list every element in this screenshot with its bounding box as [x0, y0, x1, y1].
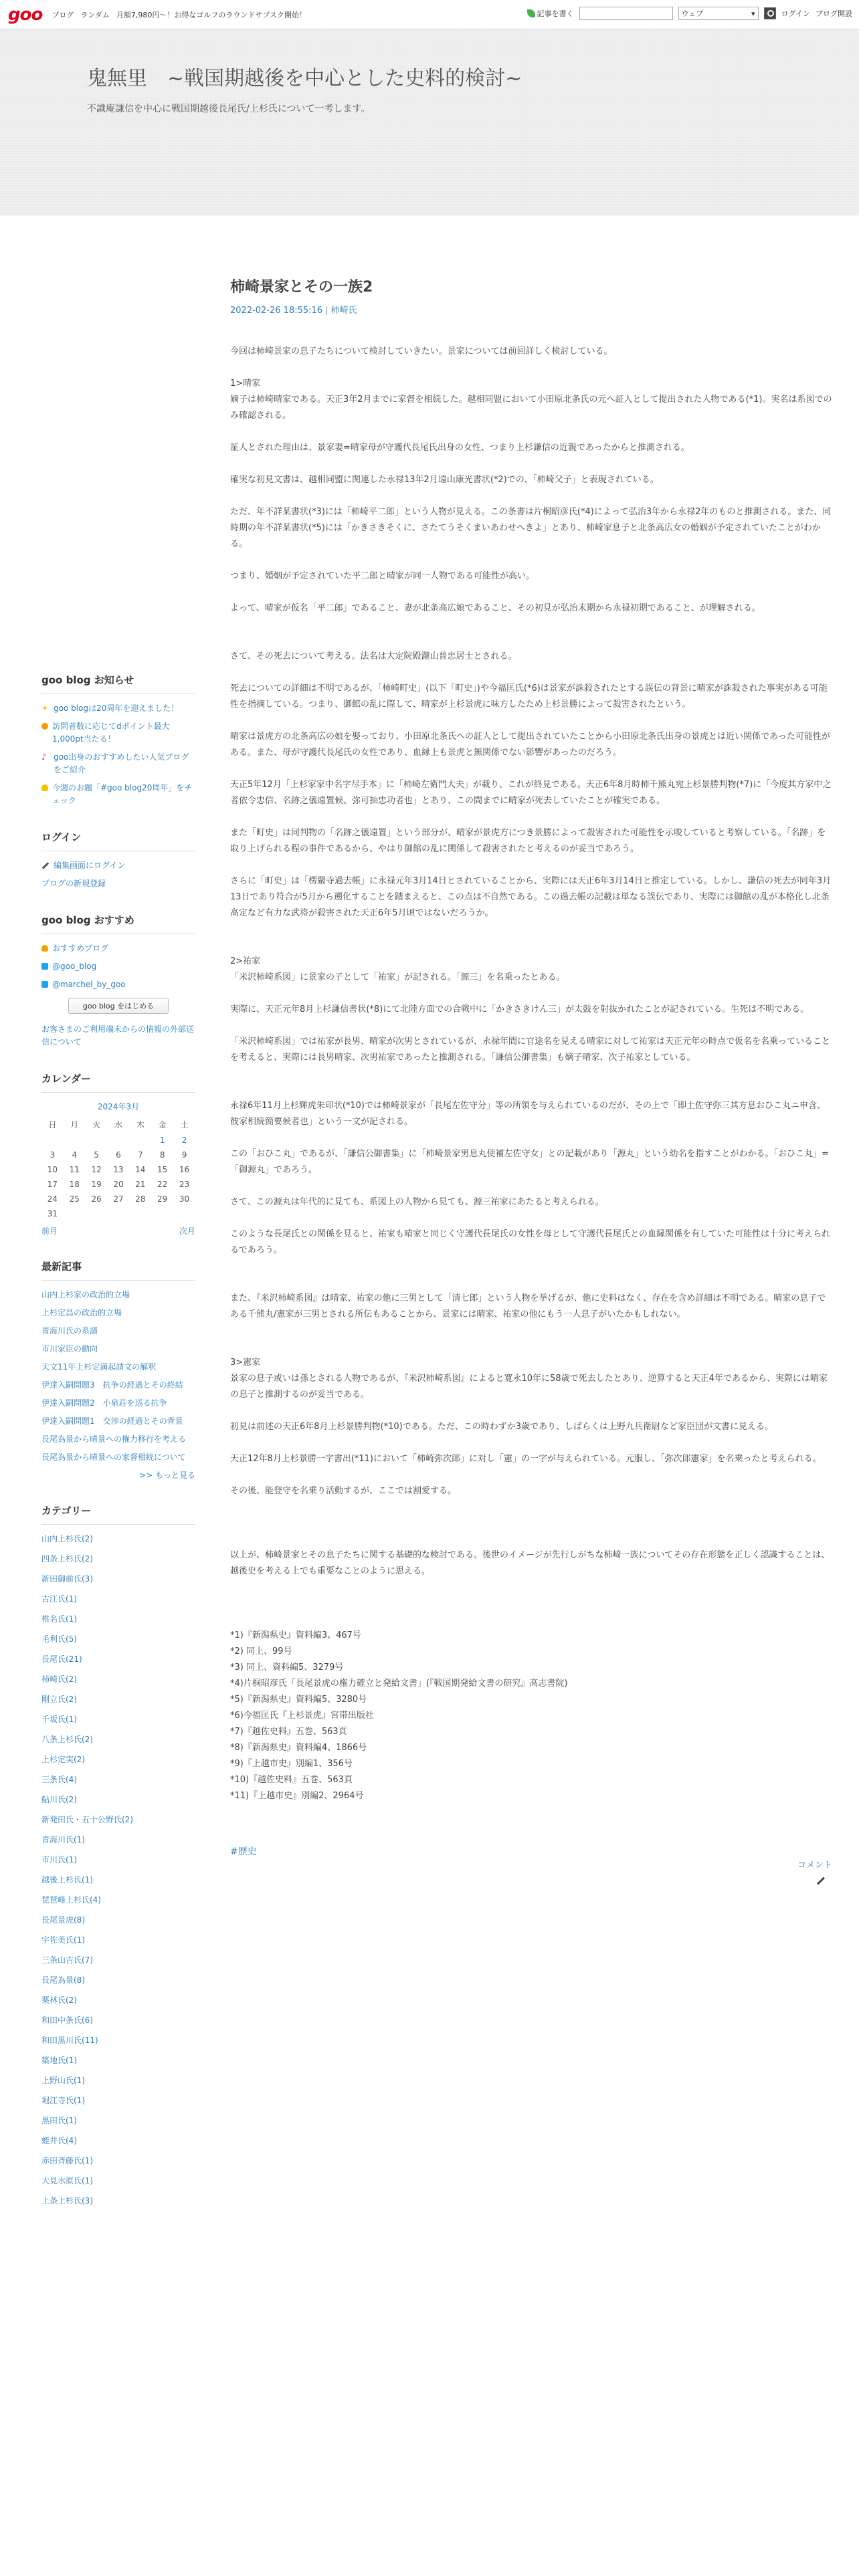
music-note-icon: ♪ [41, 752, 47, 762]
calendar-day: 27 [113, 1194, 124, 1204]
post-paragraph: さらに「町史」は「楞嚴寺過去帳」に永禄元年3月14日とされていることから、実際には天正6年3月14日と推定している。しかし、謙信の死去が同年3月13日であり符合が5月から遡化することを踏まえると、この点は不自然である。この過去帳の記載は単なる誤伝であり、実際には御館の乱が本格化し北条高定など有力な武将が殺害された天正6年5月頃ではないだろうか。 [230, 876, 832, 918]
calendar-week-row [41, 1148, 195, 1162]
weekday: 火 [92, 1120, 101, 1130]
post-paragraph: 嫡子は柿崎晴家である。天正3年2月までに家督を相続した。越相同盟において小田原北条氏の元へ証人として提出された人物である(*1)。実名は系図でのみ確認される。 [230, 395, 832, 421]
post-category-link[interactable]: 柿崎氏 [330, 306, 357, 316]
category-link[interactable]: 八条上杉氏(2) [41, 1735, 93, 1744]
paragraph-gap [230, 1403, 832, 1419]
paragraph-gap [230, 1259, 832, 1275]
category-link[interactable]: 長尾氏(21) [41, 1654, 82, 1664]
post-paragraph: *9)『上越市史』別編1、356号 [230, 1759, 353, 1769]
top-nav [52, 9, 306, 20]
weekday: 土 [180, 1120, 189, 1130]
paragraph-gap [230, 1499, 832, 1515]
category-link[interactable]: 四条上杉氏(2) [41, 1554, 93, 1564]
category-link[interactable]: 新田御前氏(3) [41, 1574, 93, 1584]
weekday: 日 [48, 1120, 57, 1130]
recent-article-link[interactable]: 伊達入嗣問題1 交渉の経過とその背景 [41, 1416, 183, 1426]
paragraph-gap [230, 584, 832, 601]
calendar-day: 15 [157, 1165, 168, 1174]
recent-article-link[interactable]: 山内上杉家の政治的立場 [41, 1290, 130, 1299]
paragraph-gap [230, 1178, 832, 1194]
category-link[interactable]: 琵琶峰上杉氏(4) [41, 1895, 101, 1905]
calendar-day [64, 1206, 86, 1221]
notice-item[interactable] [41, 720, 195, 746]
category-link[interactable]: 築地氏(1) [41, 2056, 77, 2065]
recent-section [41, 1259, 195, 1481]
calendar-prev-link[interactable]: 前月 [41, 1226, 58, 1236]
calendar-table [41, 1116, 195, 1221]
paragraph-gap [230, 1130, 832, 1146]
post-body [230, 344, 832, 1804]
category-link[interactable]: 剛立氏(2) [41, 1695, 77, 1704]
pen-icon [42, 862, 50, 869]
weekday: 月 [70, 1120, 79, 1130]
recent-article-link[interactable]: 天文11年上杉定満起請文の解釈 [41, 1362, 157, 1372]
nav-blog-link[interactable]: ブログ [52, 10, 74, 19]
blog-description: 不識庵謙信を中心に戦国期越後長尾氏/上杉氏について一考します。 [87, 104, 371, 114]
category-link[interactable]: 柿崎氏(2) [41, 1675, 77, 1684]
login-section [41, 830, 195, 890]
twitter-marchel-link[interactable] [41, 978, 195, 991]
post-paragraph: 天正12年8月上杉景勝一字書出(*11)において「柿崎弥次郎」に対し「憲」の一字が与えられている。元服し、「弥次郎憲家」を名乗ったと考えられる。 [230, 1454, 822, 1464]
notice-item[interactable] [41, 782, 195, 807]
nav-random-link[interactable]: ランダム [80, 10, 110, 19]
calendar-day: 13 [113, 1165, 124, 1174]
post-paragraph: また、『米沢柿崎系図』は晴家、祐家の他に三男として「清七郎」という人物を挙げるが、他に史料はなく、存在を含め詳細は不明である。晴家の息子である千熊丸/憲家が三男とされる所伝もあることから、景家には晴家、祐家の他にもう一人息子がいたかもしれない。 [230, 1293, 826, 1319]
category-link[interactable]: 古江氏(1) [41, 1594, 77, 1604]
calendar-day: 25 [69, 1194, 80, 1204]
post-paragraph: 景家の息子或いは孫とされる人物であるが、『米沢柿崎系図』によると寛永10年に58歳で死去したとあり、逆算すると天正4年であるから、実際には晴家の息子と推測するのが妥当である。 [230, 1374, 828, 1400]
calendar-week-row [41, 1133, 195, 1148]
category-link[interactable]: 上杉定実(2) [41, 1755, 85, 1764]
paragraph-gap [230, 1339, 832, 1355]
category-link[interactable]: 新発田氏・五十公野氏(2) [41, 1815, 133, 1824]
category-link[interactable]: 毛利氏(5) [41, 1634, 77, 1644]
calendar-day: 12 [91, 1165, 102, 1174]
recent-article-link[interactable]: 青海川氏の系譜 [41, 1326, 98, 1335]
calendar-day: 18 [69, 1180, 80, 1189]
paragraph-gap [230, 617, 832, 633]
post-paragraph: 3>憲家 [230, 1358, 261, 1368]
goo-logo[interactable]: goo [8, 4, 43, 25]
category-link[interactable]: 上条上杉氏(3) [41, 2196, 93, 2206]
calendar-day: 23 [179, 1180, 190, 1189]
paragraph-gap [230, 1515, 832, 1531]
calendar-day: 16 [179, 1165, 190, 1174]
calendar-next-link[interactable]: 次月 [179, 1226, 195, 1236]
paragraph-gap [230, 360, 832, 376]
blog-start-link[interactable]: ブログ開設 [816, 9, 852, 18]
paragraph-gap [230, 1467, 832, 1483]
notice-item[interactable] [41, 702, 195, 715]
paragraph-gap [230, 1066, 832, 1082]
calendar-section [41, 1071, 195, 1237]
post-paragraph: さて、この源丸は年代的に見ても、系図上の人物から見ても、源三祐家にあたると考えられる。 [230, 1197, 604, 1207]
post-paragraph: *11)『上越市史』別編2、2964号 [230, 1791, 364, 1801]
calendar-day: 31 [47, 1209, 58, 1218]
post-paragraph: *3) 同上、資料編5、3279号 [230, 1662, 344, 1673]
paragraph-gap [230, 1580, 832, 1596]
meta-separator: | [325, 306, 328, 316]
recent-article-link[interactable]: 伊達入嗣問題3 抗争の経過とその終結 [41, 1380, 183, 1390]
calendar-day: 22 [157, 1180, 168, 1189]
paragraph-gap [230, 1531, 832, 1547]
post-paragraph: また「町史」は同判物の「名跡之儀遠置」という部分が、晴家が景虎方につき景勝によって殺害された可能性を示唆していると考察している。「名跡」を取り上げられる程の事件であるから、やはり御館の乱に関係して殺害されたと考えるのが妥当であろう。 [230, 828, 826, 854]
sidebar [41, 258, 195, 2230]
paragraph-gap [230, 456, 832, 472]
post-paragraph: 証人とされた理由は、景家妻=晴家母が守護代長尾氏出身の女性、つまり上杉謙信の近親であったからと推測される。 [230, 443, 690, 453]
recent-list [41, 1289, 195, 1464]
calendar-day: 6 [116, 1150, 121, 1160]
post-paragraph: その後、能登守を名乗り活動するが、ここでは割愛する。 [230, 1486, 457, 1496]
calendar-week-row [41, 1206, 195, 1221]
calendar-heading: カレンダー [41, 1071, 195, 1093]
paragraph-gap [230, 1323, 832, 1339]
search-input[interactable] [579, 7, 673, 20]
post-meta [230, 303, 832, 316]
paragraph-gap [230, 986, 832, 1002]
pen-icon[interactable] [817, 1876, 825, 1885]
category-link[interactable]: 栗林氏(2) [41, 1996, 77, 2005]
notice-text: 今週のお題「#goo blog20周年」をチェック [52, 783, 193, 805]
paragraph-gap [230, 552, 832, 568]
category-link[interactable]: 上野山氏(1) [41, 2076, 85, 2085]
post-paragraph: ただ、年不詳某書状(*3)には「柿崎平二郎」という人物が見える。この条書は片桐昭彦氏(*4)によって弘治3年から永禄2年のものと推測される。また、同時期の年不詳某書状(*5)には「かきさきそくに、さたてうそくまいあわせへきよ」とあり、柿崎家息子と北条高広女の婚姻が予定されていたことがわかる。 [230, 507, 832, 549]
calendar-day: 3 [50, 1150, 56, 1160]
calendar-day [108, 1206, 130, 1221]
post-paragraph: 確実な初見文書は、越相同盟に関連した永禄13年2月遠山康光書状(*2)での、「柿崎父子」と表現されている。 [230, 475, 659, 485]
notice-text: goo blogは20周年を迎えました！ [54, 704, 179, 713]
category-list [41, 1533, 195, 2208]
calendar-day: 14 [135, 1165, 146, 1174]
post-paragraph: 永禄6年11月上杉輝虎朱印状(*10)では柿崎景家が「長尾左佐守分」等の所領を与えられているのだが、その上で「即土佐守弥三其方息おひこ丸ニ申含、彼家相続簡要候者也」という一文が記される。 [230, 1101, 826, 1127]
blog-header [0, 29, 859, 215]
calendar-week-row [41, 1177, 195, 1192]
paragraph-gap [230, 633, 832, 649]
weekday: 木 [136, 1120, 145, 1130]
post-paragraph: つまり、婚姻が予定されていた平二郎と晴家が同一人物である可能性が高い。 [230, 571, 535, 581]
goo-blog-start-button[interactable]: goo blog をはじめる [68, 998, 169, 1014]
recent-article-link[interactable]: 伊達入嗣問題2 小泉荘を巡る抗争 [41, 1398, 167, 1408]
external-info-label: お客さまのご利用端末からの情報の外部送信について [41, 1025, 195, 1047]
category-link[interactable]: 宇佐美氏(1) [41, 1935, 85, 1945]
post-paragraph: 初見は前述の天正6年8月上杉景勝判物(*10)である。ただ、この時わずか3歳であり、しばらくは上野九兵衛尉など家臣団が文書に見える。 [230, 1422, 773, 1432]
blog-register-link[interactable] [41, 877, 195, 890]
post-paragraph: *10)『越佐史料』五巻、563頁 [230, 1775, 353, 1785]
post-paragraph: 1>晴家 [230, 379, 261, 389]
twitter-icon [41, 963, 48, 970]
post-paragraph: よって、晴家が仮名「平二郎」であること、妻が北条高広娘であること、その初見が弘治末期から永禄初期であること、が理解される。 [230, 603, 761, 613]
calendar-day [173, 1206, 195, 1221]
weekday: 金 [158, 1120, 167, 1130]
paragraph-gap [230, 1275, 832, 1291]
post-paragraph: *2) 同上、99号 [230, 1646, 292, 1656]
calendar-day: 11 [69, 1165, 80, 1174]
hashtag-link[interactable]: #歴史 [230, 1846, 257, 1857]
recent-article-link[interactable]: 市川家臣の動向 [41, 1344, 98, 1354]
category-section [41, 1503, 195, 2208]
paragraph-gap [230, 713, 832, 729]
weekday: 水 [114, 1120, 122, 1130]
paragraph-gap [230, 665, 832, 681]
paragraph-gap [230, 1210, 832, 1226]
post-paragraph: *7)『越佐史料』五巻、563頁 [230, 1727, 347, 1737]
editor-login-label: 編集画面にログイン [54, 861, 126, 870]
paragraph-gap [230, 857, 832, 873]
top-bar [0, 0, 859, 29]
twitter-goo-blog-link[interactable] [41, 960, 195, 973]
comment-link[interactable]: コメント [797, 1860, 832, 1870]
nav-golf-ad-link[interactable]: 月額7,980円〜！お得なゴルフのラウンドサブスク開始！ [116, 10, 306, 19]
recommend-heading: goo blog おすすめ [41, 913, 195, 934]
login-heading: ログイン [41, 830, 195, 851]
top-right-tools [527, 7, 852, 20]
post-paragraph: 天正5年12月「上杉家家中名字尽手本」に「柿崎左衛門大夫」が載り、これが終見である。天正6年8月時柿千熊丸宛上杉景勝判物(*7)に「今度其方家中之者依令忠信、名跡之儀遠置候、弥可抽忠功者也」とあり、この間までに晴家が死去していたことが確実である。 [230, 780, 832, 806]
category-link[interactable]: 三条氏(4) [41, 1775, 77, 1784]
category-link[interactable]: 黒田氏(1) [41, 2116, 77, 2125]
paragraph-gap [230, 938, 832, 954]
recent-article-link[interactable]: 上杉定昌の政治的立場 [41, 1308, 122, 1317]
category-link[interactable]: 千坂氏(1) [41, 1715, 77, 1724]
calendar-day [41, 1133, 64, 1148]
calendar-day: 28 [135, 1194, 146, 1204]
calendar-day: 10 [47, 1165, 58, 1174]
notice-list [41, 702, 195, 807]
category-link[interactable]: 赤田斉藤氏(1) [41, 2156, 93, 2165]
calendar-day: 30 [179, 1194, 190, 1204]
calendar-day: 7 [137, 1150, 143, 1160]
calendar-day: 19 [91, 1180, 102, 1189]
calendar-day [151, 1206, 173, 1221]
post-paragraph: この「おひこ丸」であるが、「謙信公御書集」に「柿崎景家男息丸使補左佐守女」との記載があり「源丸」という幼名を指すことがわかる。「おひこ丸」=「御源丸」であろう。 [230, 1149, 829, 1175]
coin-icon [41, 723, 48, 730]
post-paragraph: 死去についての詳細は不明であるが、「柿崎町史」(以下「町史」)や今福匡氏(*6)は景家が誅殺されたとする誤伝の背景に晴家が誅殺された事実がある可能性を指摘している。つまり、御館の乱に際して、晴家が上杉景虎に味方したため上杉景勝によって殺害されたという。 [230, 683, 828, 710]
paragraph-gap [230, 1596, 832, 1612]
paragraph-gap [230, 1082, 832, 1098]
search-scope-value: ウェブ [681, 9, 704, 18]
calendar-day [86, 1206, 108, 1221]
category-link[interactable]: 長尾為景(8) [41, 1975, 85, 1985]
twitter-goo-blog-label: @goo_blog [52, 962, 97, 971]
paragraph-gap [230, 488, 832, 504]
category-link[interactable]: 堀江寺氏(1) [41, 2096, 85, 2105]
category-link[interactable]: 鮎川氏(2) [41, 1795, 77, 1804]
category-link[interactable]: 青海川氏(1) [41, 1835, 85, 1844]
recommended-blogs-link[interactable] [41, 942, 195, 955]
post-paragraph: *1)『新潟県史』資料編3、467号 [230, 1630, 361, 1640]
calendar-day [108, 1133, 130, 1148]
comment-row [230, 1858, 832, 1885]
post-paragraph: 今回は柿崎景家の息子たちについて検討していきたい。景家については前回詳しく検討している。 [230, 346, 613, 356]
chevron-down-icon: ▾ [751, 9, 755, 18]
paragraph-gap [230, 424, 832, 440]
notice-text: goo出身のおすすめしたい人気ブログをご紹介 [54, 752, 189, 774]
category-link[interactable]: 椎名氏(1) [41, 1614, 77, 1624]
blog-register-label: ブログの新規登録 [41, 879, 106, 888]
bulb-icon [41, 784, 48, 791]
calendar-day: 5 [94, 1150, 99, 1160]
content-wrap [0, 215, 859, 2230]
recent-article-link[interactable]: 長尾為景から晴景への家督相続について [41, 1453, 186, 1462]
category-link[interactable]: 山内上杉氏(2) [41, 1534, 93, 1543]
calendar-day: 24 [47, 1194, 58, 1204]
post-paragraph: *8)『新潟県史』資料編4、1866号 [230, 1743, 367, 1753]
category-link[interactable]: 蛭井氏(4) [41, 2136, 77, 2145]
calendar-week-row [41, 1192, 195, 1206]
recommended-blogs-label: おすすめブログ [52, 944, 109, 953]
main-content [230, 258, 832, 2230]
calendar-day: 8 [159, 1150, 165, 1160]
category-link[interactable]: 長尾景虎(8) [41, 1915, 85, 1925]
post-paragraph: 以上が、柿崎景家とその息子たちに関する基礎的な検討である。後世のイメージが先行しがちな柿崎一族についてその存在形態を正しく認識することは、越後史を考える上でも重要なことのように思える。 [230, 1550, 830, 1576]
calendar-week-row [41, 1162, 195, 1177]
post-paragraph: 2>祐家 [230, 956, 261, 966]
category-link[interactable]: 越後上杉氏(1) [41, 1875, 93, 1885]
paragraph-gap [230, 1612, 832, 1628]
notice-item[interactable] [41, 751, 195, 776]
calendar-weekday-row [41, 1116, 195, 1133]
notice-section [41, 673, 195, 807]
post-paragraph: 「米沢柿崎系図」に景家の子として「祐家」が記される。「源三」を名乗ったとある。 [230, 972, 565, 982]
calendar-nav [41, 1225, 195, 1237]
category-heading: カテゴリー [41, 1503, 195, 1525]
calendar-day: 17 [47, 1180, 58, 1189]
post-paragraph: さて、その死去について考える。法名は大定院殿瀧山普忠居士とされる。 [230, 651, 517, 661]
external-info-link[interactable] [41, 1023, 195, 1049]
post-paragraph: *5)『新潟県史』資料編5、3280号 [230, 1695, 367, 1705]
calendar-day[interactable]: 1 [159, 1136, 165, 1145]
post-title[interactable]: 柿崎景家とその一族2 [230, 279, 373, 296]
post-paragraph: *6)今福匡氏『上杉景虎』宮帯出版社 [230, 1711, 374, 1721]
paragraph-gap [230, 809, 832, 825]
calendar-day: 20 [113, 1180, 124, 1189]
paragraph-gap [230, 922, 832, 938]
search-icon[interactable] [764, 7, 776, 19]
write-article-label: 記事を書く [537, 9, 574, 18]
category-link[interactable]: 三条山吉氏(7) [41, 1955, 93, 1965]
blog-title[interactable]: 鬼無里 ~戦国期越後を中心とした史料的検討~ [87, 67, 522, 90]
category-link[interactable]: 和田中条氏(6) [41, 2016, 93, 2025]
category-link[interactable]: 大見水原氏(1) [41, 2176, 93, 2185]
recommend-section [41, 913, 195, 1049]
bulb-icon [41, 945, 48, 952]
leaf-icon [527, 9, 535, 17]
calendar-day: 29 [157, 1194, 168, 1204]
calendar-day [129, 1133, 151, 1148]
write-article-button[interactable] [527, 8, 574, 19]
recent-heading: 最新記事 [41, 1259, 195, 1281]
paragraph-gap [230, 761, 832, 777]
paragraph-gap [230, 1435, 832, 1451]
calendar-day: 21 [135, 1180, 146, 1189]
search-scope-select[interactable] [678, 7, 759, 20]
post-paragraph: *4)片桐昭彦氏「長尾景虎の権力確立と発給文書」(『戦国期発給文書の研究』高志書院) [230, 1679, 568, 1689]
post-paragraph: このような長尾氏との関係を見ると、祐家も晴家と同じく守護代長尾氏の女性を母として守護代長尾氏との血縁関係を有していた可能性は十分に考えられるであろう。 [230, 1229, 831, 1255]
calendar-day [129, 1206, 151, 1221]
editor-login-link[interactable] [41, 859, 195, 872]
twitter-icon [41, 981, 48, 988]
category-link[interactable]: 和田黒川氏(11) [41, 2036, 98, 2045]
post-paragraph: 晴家は景虎方の北条高広の娘を娶っており、小田原北条氏への証人として提出されていたことから小田原北条氏出身の景虎とは近い関係であった可能性がある。また、母が守護代長尾氏の女性であり、血縁上も景虎と無関係でない影響があったのだろう。 [230, 732, 830, 758]
post-paragraph: 「米沢柿崎系図」では祐家が長男、晴家が次男とされているが、永禄年間に官途名を見える晴家に対して祐家は天正元年の時点で仮名を名乗っていることを考えると、実際には長男晴家、次男祐家であったと推測される。「謙信公御書集」も嫡子晴家、次子祐家としている。 [230, 1037, 831, 1063]
calendar-day: 9 [181, 1150, 187, 1160]
recent-article-link[interactable]: 長尾為景から晴景への権力移行を考える [41, 1434, 187, 1444]
more-recent-link[interactable]: >> もっと見る [139, 1471, 195, 1480]
calendar-day [86, 1133, 108, 1148]
paragraph-gap [230, 1018, 832, 1034]
calendar-day [64, 1133, 86, 1148]
post-date[interactable]: 2022-02-26 18:55:16 [230, 306, 323, 316]
calendar-day: 4 [72, 1150, 78, 1160]
notice-text: 訪問者数に応じてdポイント最大1,000pt当たる！ [52, 722, 170, 744]
calendar-day: 26 [91, 1194, 102, 1204]
notice-heading: goo blog お知らせ [41, 673, 195, 694]
star-icon: ✦ [41, 704, 49, 713]
twitter-marchel-label: @marchel_by_goo [52, 980, 126, 989]
post-paragraph: 実際に、天正元年8月上杉謙信書状(*8)にて北陸方面での合戦中に「かきさきけん三」が太鼓を射抜かれたことが記されている。生死は不明である。 [230, 1004, 809, 1014]
login-link[interactable]: ログイン [781, 9, 810, 18]
calendar-day[interactable]: 2 [181, 1136, 187, 1145]
calendar-month[interactable]: 2024年3月 [97, 1102, 140, 1111]
category-link[interactable]: 市川氏(1) [41, 1855, 77, 1864]
